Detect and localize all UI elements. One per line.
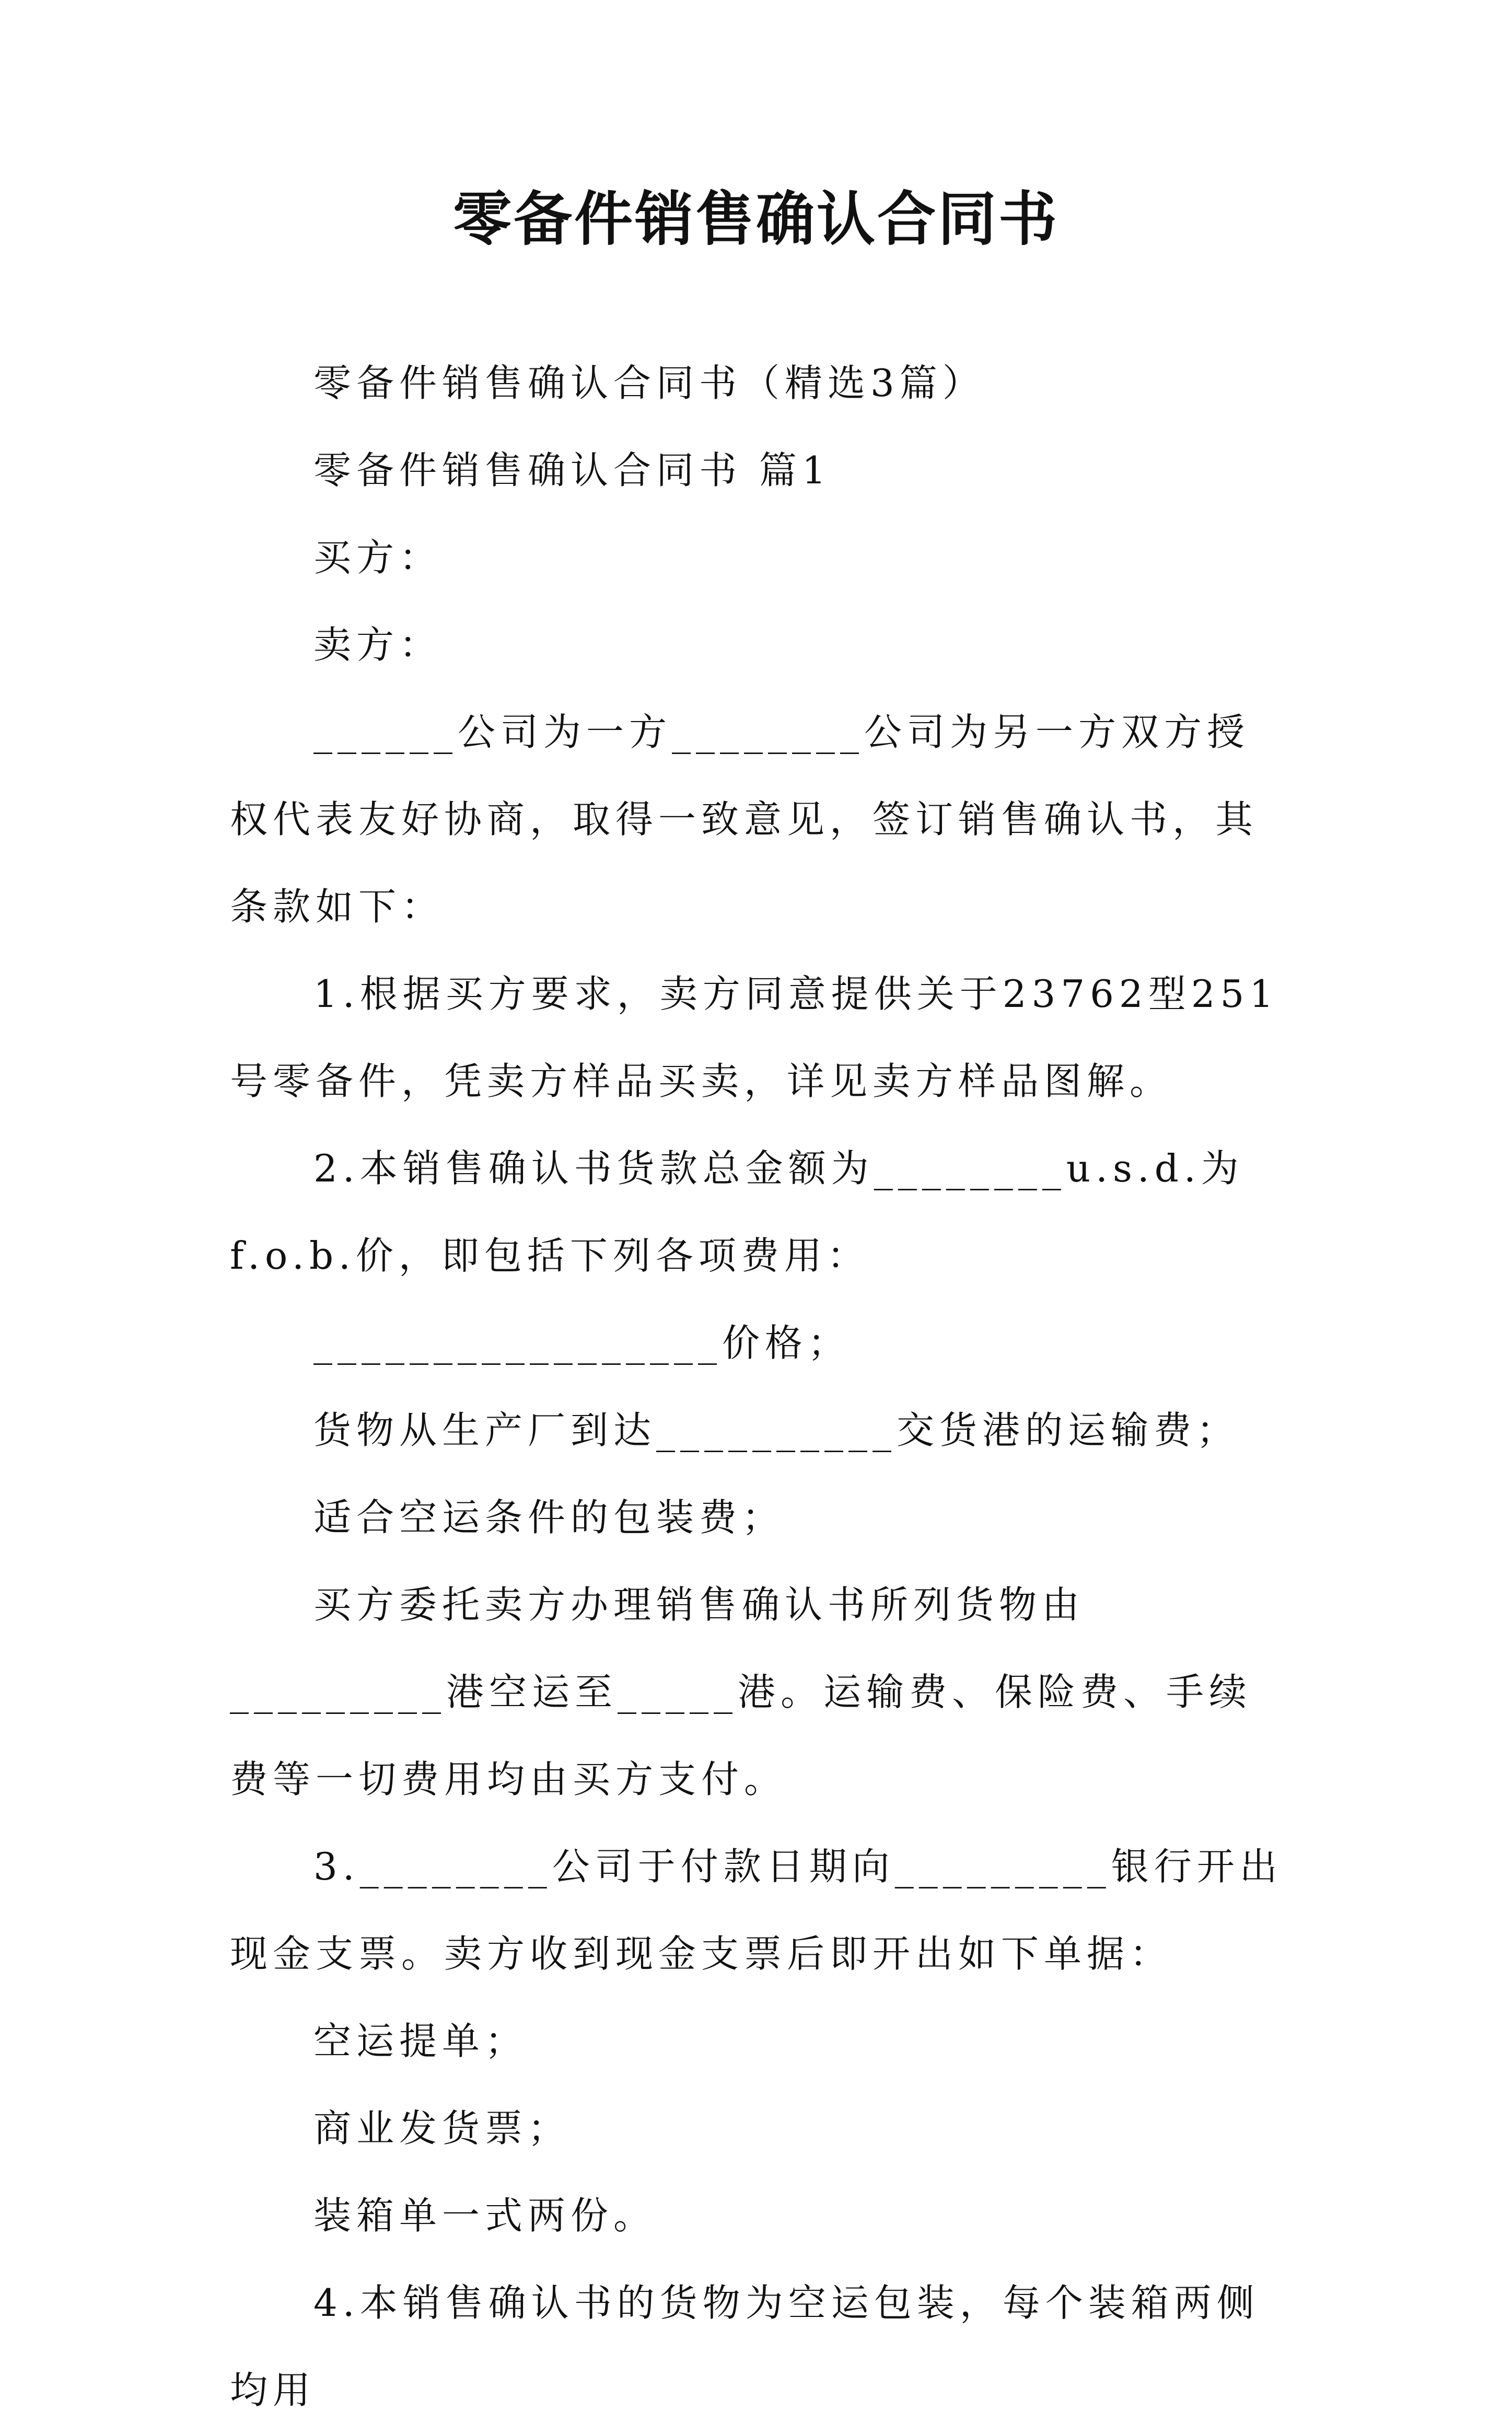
paragraph-packing-list [230,2172,1285,2259]
paragraph-text: 零备件销售确认合同书（精选3篇） [313,361,985,405]
paragraph-text: 商业发货票； [313,2106,571,2150]
paragraph-invoice [230,2085,1285,2172]
paragraph-clause-2 [230,1125,1285,1300]
paragraph-text: 空运提单； [313,2019,528,2063]
paragraph-text: 3.________公司于付款日期向_________银行开出现金支票。卖方收到现金支票后即开出如下单据： [230,1845,1283,1976]
document-title: 零备件销售确认合同书 [453,185,1059,253]
paragraph-text: 买方： [313,536,443,579]
paragraph-clause-3 [230,1823,1285,1998]
paragraph-section-heading [230,427,1285,514]
paragraph-subtitle [230,340,1285,427]
paragraph-text: 卖方： [313,623,443,667]
paragraph-freight [230,1387,1285,1474]
paragraph-air-waybill [230,1998,1285,2085]
paragraph-text: 货物从生产厂到达__________交货港的运输费； [313,1408,1240,1452]
paragraph-text: 适合空运条件的包装费； [313,1496,785,1539]
paragraph-text: 买方委托卖方办理销售确认书所列货物由_________港空运至_____港。运输费、保险费、手续费等一切费用均由买方支付。 [230,1583,1252,1801]
paragraph-text: 装箱单一式两份。 [313,2194,657,2238]
paragraph-packing-fee [230,1474,1285,1561]
paragraph-text: ______公司为一方________公司为另一方双方授权代表友好协商，取得一致意见，签订销售确认书，其条款如下： [230,710,1259,929]
paragraph-shipping [230,1561,1285,1823]
paragraph-text: 4.本销售确认书的货物为空运包装，每个装箱两侧均用 [230,2281,1260,2412]
paragraph-seller [230,601,1285,689]
paragraph-text: _________________价格； [313,1321,851,1365]
paragraph-buyer [230,514,1285,601]
paragraph-text: 2.本销售确认书货款总金额为________u.s.d.为f.o.b.价，即包括下列各项费用： [230,1146,1244,1278]
paragraph-price [230,1300,1285,1387]
paragraph-parties [230,689,1285,951]
paragraph-clause-4 [230,2259,1285,2434]
paragraph-text: 零备件销售确认合同书 篇1 [313,448,831,492]
paragraph-text: 1.根据买方要求，卖方同意提供关于23762型251号零备件，凭卖方样品买卖，详见卖方样品图解。 [230,972,1279,1103]
document-body [230,340,1285,2434]
paragraph-clause-1 [230,951,1285,1125]
